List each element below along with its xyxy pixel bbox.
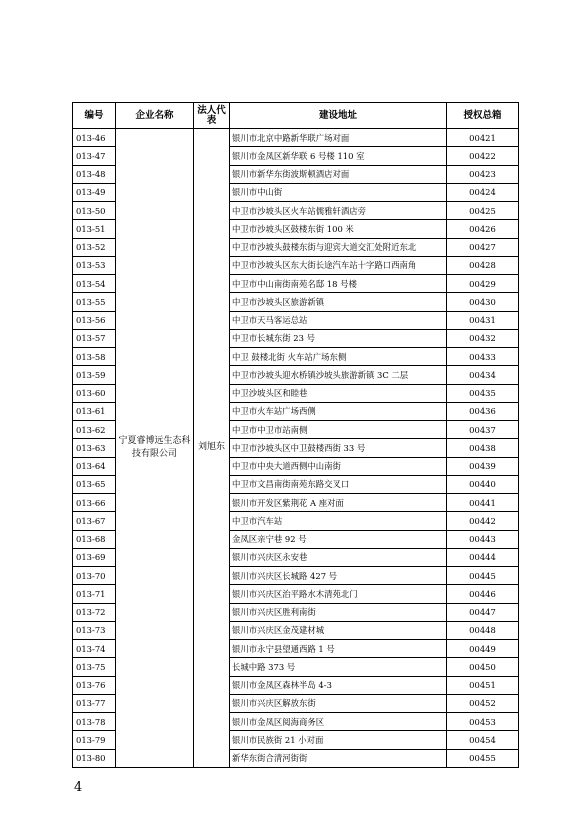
cell-id: 013-79 bbox=[73, 731, 116, 749]
cell-address: 长城中路 373 号 bbox=[230, 658, 447, 676]
cell-address: 中卫市沙坡头区中卫鼓楼西街 33 号 bbox=[230, 439, 447, 457]
cell-address: 银川市金凤区新华联 6 号楼 110 室 bbox=[230, 147, 447, 165]
table-body bbox=[73, 129, 519, 768]
cell-auth-total: 00435 bbox=[447, 384, 519, 402]
cell-id: 013-67 bbox=[73, 512, 116, 530]
cell-id: 013-52 bbox=[73, 238, 116, 256]
cell-id: 013-60 bbox=[73, 384, 116, 402]
cell-auth-total: 00424 bbox=[447, 183, 519, 201]
cell-address: 银川市兴庆区长城路 427 号 bbox=[230, 567, 447, 585]
license-table bbox=[72, 102, 519, 768]
cell-address: 中卫市沙坡头区东大街长途汽车站十字路口西南角 bbox=[230, 256, 447, 274]
page-number: 4 bbox=[74, 780, 83, 795]
cell-auth-total: 00454 bbox=[447, 731, 519, 749]
cell-id: 013-66 bbox=[73, 494, 116, 512]
cell-auth-total: 00421 bbox=[447, 129, 519, 147]
cell-representative: 刘旭东 bbox=[194, 129, 230, 768]
cell-auth-total: 00453 bbox=[447, 713, 519, 731]
cell-auth-total: 00455 bbox=[447, 749, 519, 767]
cell-id: 013-75 bbox=[73, 658, 116, 676]
cell-auth-total: 00446 bbox=[447, 585, 519, 603]
cell-address: 银川市金凤区森林半岛 4-3 bbox=[230, 676, 447, 694]
cell-id: 013-57 bbox=[73, 329, 116, 347]
cell-id: 013-65 bbox=[73, 475, 116, 493]
header-company: 企业名称 bbox=[116, 103, 194, 129]
cell-address: 银川市开发区紫荆花 A 座对面 bbox=[230, 494, 447, 512]
cell-auth-total: 00450 bbox=[447, 658, 519, 676]
cell-auth-total: 00433 bbox=[447, 348, 519, 366]
cell-auth-total: 00449 bbox=[447, 640, 519, 658]
cell-address: 中卫市火车站广场西侧 bbox=[230, 402, 447, 420]
cell-auth-total: 00434 bbox=[447, 366, 519, 384]
cell-address: 金凤区亲宁巷 92 号 bbox=[230, 530, 447, 548]
cell-id: 013-62 bbox=[73, 421, 116, 439]
cell-address: 中卫 鼓楼北街 火车站广场东侧 bbox=[230, 348, 447, 366]
cell-auth-total: 00440 bbox=[447, 475, 519, 493]
cell-id: 013-74 bbox=[73, 640, 116, 658]
cell-auth-total: 00423 bbox=[447, 165, 519, 183]
cell-id: 013-72 bbox=[73, 603, 116, 621]
cell-address: 银川市新华东街波斯顿酒店对面 bbox=[230, 165, 447, 183]
cell-auth-total: 00432 bbox=[447, 329, 519, 347]
cell-id: 013-63 bbox=[73, 439, 116, 457]
header-auth-total: 授权总箱 bbox=[447, 103, 519, 129]
cell-id: 013-54 bbox=[73, 275, 116, 293]
cell-id: 013-73 bbox=[73, 621, 116, 639]
cell-address: 银川市北京中路新华联广场对面 bbox=[230, 129, 447, 147]
cell-auth-total: 00445 bbox=[447, 567, 519, 585]
cell-auth-total: 00441 bbox=[447, 494, 519, 512]
cell-address: 中卫市沙坡头区火车站儒雅轩酒店旁 bbox=[230, 202, 447, 220]
cell-id: 013-53 bbox=[73, 256, 116, 274]
cell-auth-total: 00425 bbox=[447, 202, 519, 220]
cell-auth-total: 00442 bbox=[447, 512, 519, 530]
cell-address: 中卫市中卫市站南侧 bbox=[230, 421, 447, 439]
cell-auth-total: 00437 bbox=[447, 421, 519, 439]
cell-address: 中卫市沙坡头区旅游新镇 bbox=[230, 293, 447, 311]
cell-address: 银川市民族街 21 小对面 bbox=[230, 731, 447, 749]
table-row bbox=[73, 129, 519, 147]
cell-id: 013-80 bbox=[73, 749, 116, 767]
cell-address: 中卫市沙坡头区鼓楼东街 100 米 bbox=[230, 220, 447, 238]
cell-id: 013-78 bbox=[73, 713, 116, 731]
cell-id: 013-76 bbox=[73, 676, 116, 694]
cell-auth-total: 00422 bbox=[447, 147, 519, 165]
cell-address: 银川市金凤区阅海商务区 bbox=[230, 713, 447, 731]
cell-auth-total: 00429 bbox=[447, 275, 519, 293]
cell-auth-total: 00452 bbox=[447, 694, 519, 712]
cell-id: 013-47 bbox=[73, 147, 116, 165]
cell-id: 013-58 bbox=[73, 348, 116, 366]
header-address: 建设地址 bbox=[230, 103, 447, 129]
cell-address: 银川市兴庆区治平路水木清苑北门 bbox=[230, 585, 447, 603]
cell-auth-total: 00428 bbox=[447, 256, 519, 274]
cell-auth-total: 00431 bbox=[447, 311, 519, 329]
cell-id: 013-71 bbox=[73, 585, 116, 603]
cell-id: 013-48 bbox=[73, 165, 116, 183]
cell-id: 013-70 bbox=[73, 567, 116, 585]
cell-id: 013-49 bbox=[73, 183, 116, 201]
cell-auth-total: 00438 bbox=[447, 439, 519, 457]
cell-auth-total: 00451 bbox=[447, 676, 519, 694]
cell-address: 中卫市文昌南街南苑东路交叉口 bbox=[230, 475, 447, 493]
cell-auth-total: 00430 bbox=[447, 293, 519, 311]
cell-id: 013-55 bbox=[73, 293, 116, 311]
cell-address: 银川市兴庆区胜利南街 bbox=[230, 603, 447, 621]
cell-id: 013-51 bbox=[73, 220, 116, 238]
cell-id: 013-50 bbox=[73, 202, 116, 220]
cell-id: 013-68 bbox=[73, 530, 116, 548]
cell-id: 013-64 bbox=[73, 457, 116, 475]
cell-address: 中卫市天马客运总站 bbox=[230, 311, 447, 329]
cell-auth-total: 00443 bbox=[447, 530, 519, 548]
cell-id: 013-69 bbox=[73, 548, 116, 566]
cell-auth-total: 00427 bbox=[447, 238, 519, 256]
cell-auth-total: 00426 bbox=[447, 220, 519, 238]
cell-address: 中卫市长城东街 23 号 bbox=[230, 329, 447, 347]
cell-address: 中卫市中央大道西侧中山南街 bbox=[230, 457, 447, 475]
license-table-container bbox=[72, 102, 518, 768]
cell-id: 013-46 bbox=[73, 129, 116, 147]
header-id: 编号 bbox=[73, 103, 116, 129]
cell-address: 银川市中山街 bbox=[230, 183, 447, 201]
cell-address: 中卫市中山南街南苑名邸 18 号楼 bbox=[230, 275, 447, 293]
table-header-row bbox=[73, 103, 519, 129]
cell-id: 013-61 bbox=[73, 402, 116, 420]
cell-auth-total: 00447 bbox=[447, 603, 519, 621]
cell-address: 中卫市沙坡头迎水桥镇沙坡头旅游新镇 3C 二层 bbox=[230, 366, 447, 384]
cell-address: 银川市兴庆区解放东街 bbox=[230, 694, 447, 712]
cell-address: 中卫沙坡头区和睦巷 bbox=[230, 384, 447, 402]
cell-address: 中卫市汽车站 bbox=[230, 512, 447, 530]
cell-auth-total: 00439 bbox=[447, 457, 519, 475]
cell-id: 013-77 bbox=[73, 694, 116, 712]
cell-address: 银川市兴庆区永安巷 bbox=[230, 548, 447, 566]
cell-auth-total: 00436 bbox=[447, 402, 519, 420]
cell-id: 013-59 bbox=[73, 366, 116, 384]
header-representative: 法人代表 bbox=[194, 103, 230, 129]
cell-auth-total: 00444 bbox=[447, 548, 519, 566]
cell-company: 宁夏睿博远生态科技有限公司 bbox=[116, 129, 194, 768]
cell-address: 银川市兴庆区金茂建材城 bbox=[230, 621, 447, 639]
cell-id: 013-56 bbox=[73, 311, 116, 329]
cell-address: 新华东街合清河街街 bbox=[230, 749, 447, 767]
cell-auth-total: 00448 bbox=[447, 621, 519, 639]
cell-address: 银川市永宁县望通西路 1 号 bbox=[230, 640, 447, 658]
cell-address: 中卫市沙坡头鼓楼东街与迎宾大道交汇处附近东北 bbox=[230, 238, 447, 256]
